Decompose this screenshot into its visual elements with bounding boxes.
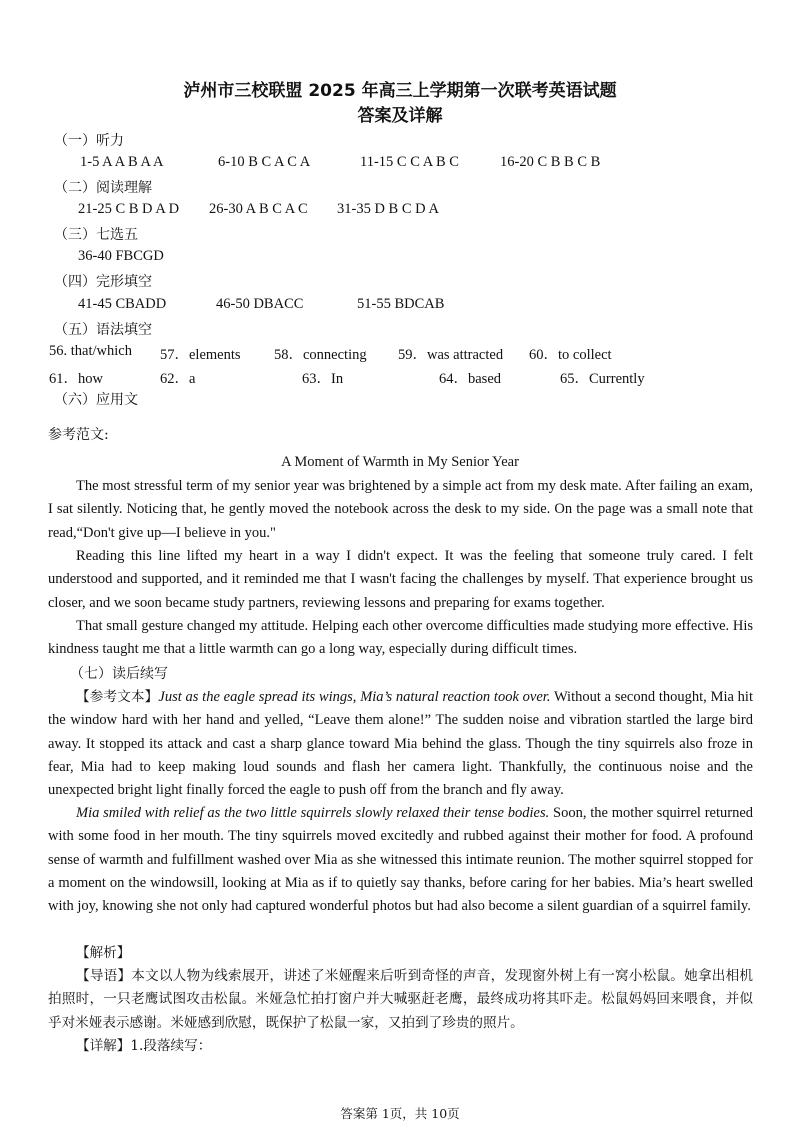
continuation-paragraph (48, 686, 753, 802)
essay-paragraph: That small gesture changed my attitude. Helping each other overcome difficulties made studying more effective. His kindness taught me that a little warmth can go a long way, especially during difficult times. (48, 618, 753, 658)
topic-sentence: Just as the eagle spread its wings, Mia’s natural reaction took over. (158, 689, 551, 705)
answer-group: 26-30 A B C A C (209, 201, 308, 217)
guide-tag: 【导语】 (76, 968, 132, 984)
section-cloze-label: （四）完形填空 (54, 274, 152, 290)
answer-item: 65．Currently (560, 371, 645, 387)
answer-item: 56. that/which (49, 343, 132, 359)
answer-group: 6-10 B C A C A (218, 154, 311, 170)
essay-title: A Moment of Warmth in My Senior Year (281, 454, 519, 470)
detail-tag: 【详解】 (76, 1038, 131, 1054)
answer-group: 11-15 C C A B C (360, 154, 459, 170)
paragraph-body: Soon, the mother squirrel returned with some food in her mouth. The tiny squirrels moved excitedly and rubbed against their mother for food. A profound sense of warmth and fulfillment washed over Mia as she witnessed this intimate reunion. The mother squirrel stopped for a moment on the windowsill, looking at Mia as if to quietly say thanks, before caring for her babies. Mia’s heart swelled with joy, knowing she not only had captured wonderful photos but had also become a silent guardian of a squirrel family. (48, 805, 754, 915)
answer-item: 59．was attracted (398, 347, 504, 363)
answer-item: 64．based (439, 371, 502, 387)
answer-group: 51-55 BDCAB (357, 296, 445, 312)
answer-item: 57．elements (160, 347, 241, 363)
section-listening-label: （一）听力 (54, 133, 124, 149)
essay-paragraph: The most stressful term of my senior year was brightened by a simple act from my desk mate. After failing an exam, I sat silently. Noticing that, he gently moved the notebook across the desk to my side. On the page was a small note that read,“Don't give up—I believe in you." (48, 478, 753, 541)
answer-group: 21-25 C B D A D (78, 201, 180, 217)
section-seven-label: （三）七选五 (54, 227, 138, 243)
detail-line (76, 1035, 211, 1058)
answer-item: 63．In (302, 371, 344, 387)
continuation-paragraph (48, 802, 753, 918)
answer-group: 1-5 A A B A A (80, 154, 164, 170)
answer-group: 16-20 C B B C B (500, 154, 601, 170)
page-subtitle: 答案及详解 (357, 106, 443, 126)
topic-sentence: Mia smiled with relief as the two little squirrels slowly relaxed their tense bodies. (76, 805, 550, 821)
answer-item: 60．to collect (529, 347, 612, 363)
reference-text-tag: 【参考文本】 (76, 689, 159, 705)
answer-item: 61．how (49, 371, 103, 387)
answer-group: 41-45 CBADD (78, 296, 167, 312)
answer-item: 58．connecting (274, 347, 367, 363)
page-title: 泸州市三校联盟 2025 年高三上学期第一次联考英语试题 (183, 81, 617, 101)
guide-paragraph (48, 965, 753, 1035)
analysis-label: 【解析】 (76, 945, 131, 961)
answer-group: 31-35 D B C D A (337, 201, 439, 217)
section-writing-label: （六）应用文 (54, 392, 138, 408)
essay-paragraph: Reading this line lifted my heart in a way I didn't expect. It was the feeling that someone truly cared. I felt understood and supported, and it reminded me that I wasn't facing the challenges by myself. That experience brought us closer, and we soon became study partners, reviewing lessons and preparing for exams together. (48, 548, 753, 611)
answer-group: 46-50 DBACC (216, 296, 304, 312)
section-reading-label: （二）阅读理解 (54, 180, 152, 196)
section-continuation-label: （七）读后续写 (70, 666, 168, 682)
guide-text: 本文以人物为线索展开，讲述了米娅醒来后听到奇怪的声音，发现窗外树上有一窝小松鼠。她拿出相机拍照时，一只老鹰试图攻击松鼠。米娅急忙拍打窗户并大喊驱赶老鹰，最终成功将其吓走。松鼠妈妈回来喂食，并似乎对米娅表示感谢。米娅感到欣慰，既保护了松鼠一家，又拍到了珍贵的照片。 (48, 968, 754, 1031)
section-grammar-label: （五）语法填空 (54, 322, 152, 338)
page-footer: 答案第 1页，共 10页 (340, 1106, 460, 1121)
paragraph-body: Without a second thought, Mia hit the window hard with her hand and yelled, “Leave them alone!” The sudden noise and vibration startled the large bird away. It stopped its attack and cast a sharp glance toward Mia behind the glass. Though the tiny squirrels also froze in fear, Mia had to keep making loud sounds and flash her camera light. Thankfully, the continuous noise and the unexpected bright light finally forced the eagle to push off from the branch and fly away. (48, 689, 753, 799)
answer-group: 36-40 FBCGD (78, 248, 164, 264)
reference-essay-label: 参考范文: (48, 427, 109, 443)
answer-item: 62．a (160, 371, 196, 387)
detail-text: 1.段落续写： (130, 1038, 212, 1054)
